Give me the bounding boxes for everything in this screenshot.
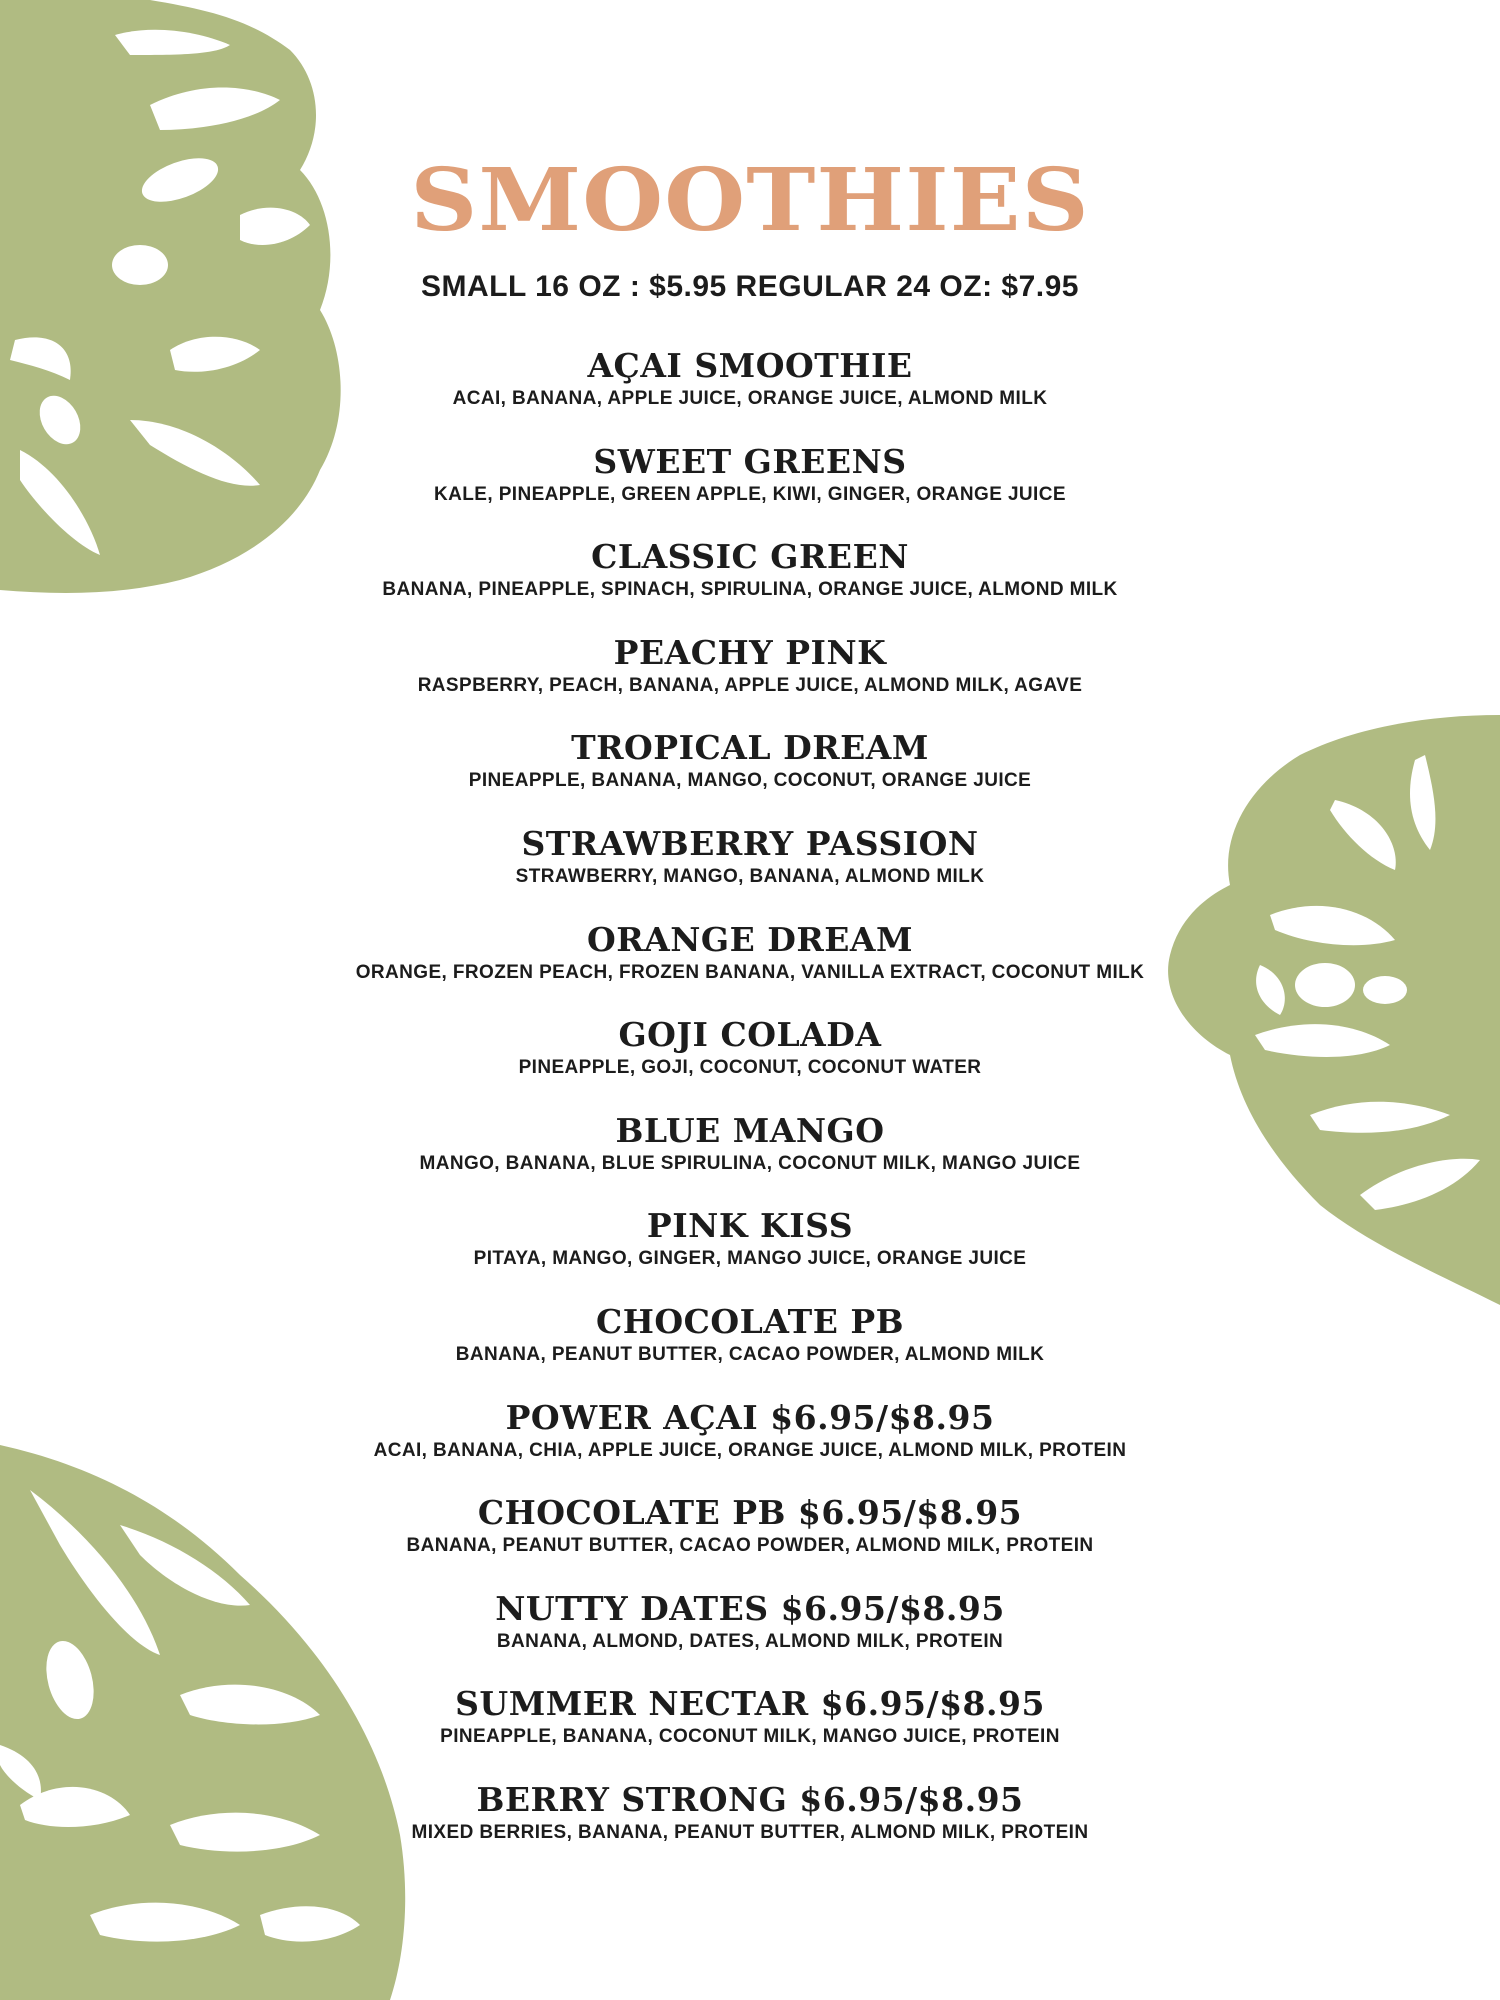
menu-item bbox=[0, 1493, 1500, 1559]
menu-item-ingredients: BANANA, PEANUT BUTTER, CACAO POWDER, ALMOND MILK bbox=[455, 1344, 1045, 1365]
menu-item-ingredients: BANANA, ALMOND, DATES, ALMOND MILK, PROTEIN bbox=[496, 1630, 1004, 1652]
menu-item-ingredients: ORANGE, FROZEN PEACH, FROZEN BANANA, VANILLA EXTRACT, COCONUT MILK bbox=[355, 961, 1145, 983]
menu-item bbox=[0, 920, 1500, 986]
menu-item-ingredients: ACAI, BANANA, CHIA, APPLE JUICE, ORANGE JUICE, ALMOND MILK, PROTEIN bbox=[373, 1439, 1127, 1461]
menu-item-ingredients: PINEAPPLE, BANANA, MANGO, COCONUT, ORANGE JUICE bbox=[468, 770, 1032, 792]
menu-item bbox=[0, 1206, 1500, 1272]
menu-item bbox=[0, 1302, 1500, 1368]
menu-item-name: BERRY STRONG $6.95/$8.95 bbox=[476, 1780, 1024, 1819]
menu-item bbox=[0, 633, 1500, 699]
menu-item bbox=[0, 1589, 1500, 1655]
menu-title: SMOOTHIES bbox=[410, 150, 1090, 251]
menu-item bbox=[0, 442, 1500, 508]
menu-item-ingredients: STRAWBERRY, MANGO, BANANA, ALMOND MILK bbox=[515, 866, 985, 887]
menu-item-ingredients: MANGO, BANANA, BLUE SPIRULINA, COCONUT MILK, MANGO JUICE bbox=[419, 1152, 1081, 1174]
menu-item-name: CLASSIC GREEN bbox=[591, 537, 909, 577]
menu-item-name: CHOCOLATE PB $6.95/$8.95 bbox=[477, 1493, 1023, 1533]
menu-item-name: SWEET GREENS bbox=[593, 441, 907, 481]
menu-item bbox=[0, 824, 1500, 890]
menu-item-name: POWER AÇAI $6.95/$8.95 bbox=[505, 1397, 995, 1437]
menu-item bbox=[0, 1015, 1500, 1081]
menu-item bbox=[0, 346, 1500, 412]
menu-item bbox=[0, 537, 1500, 603]
menu-item-name: CHOCOLATE PB bbox=[595, 1302, 905, 1341]
menu-item bbox=[0, 1111, 1500, 1177]
menu-item-name: PEACHY PINK bbox=[613, 632, 887, 672]
menu-item-name: AÇAI SMOOTHIE bbox=[587, 346, 913, 385]
menu-item-name: SUMMER NECTAR $6.95/$8.95 bbox=[455, 1684, 1045, 1724]
menu-item-ingredients: KALE, PINEAPPLE, GREEN APPLE, KIWI, GINGER, ORANGE JUICE bbox=[434, 483, 1066, 505]
menu-item-ingredients: BANANA, PEANUT BUTTER, CACAO POWDER, ALMOND MILK, PROTEIN bbox=[406, 1535, 1094, 1557]
menu-item-ingredients: ACAI, BANANA, APPLE JUICE, ORANGE JUICE, ALMOND MILK bbox=[452, 388, 1048, 409]
menu-item-ingredients: PINEAPPLE, BANANA, COCONUT MILK, MANGO JUICE, PROTEIN bbox=[440, 1726, 1060, 1748]
menu-item-name: STRAWBERRY PASSION bbox=[521, 824, 979, 863]
menu-item-name: ORANGE DREAM bbox=[586, 919, 914, 959]
menu-item-ingredients: MIXED BERRIES, BANANA, PEANUT BUTTER, ALMOND MILK, PROTEIN bbox=[411, 1822, 1089, 1843]
menu-item bbox=[0, 1684, 1500, 1750]
menu-item bbox=[0, 728, 1500, 794]
menu-item bbox=[0, 1780, 1500, 1846]
menu-item-name: BLUE MANGO bbox=[615, 1110, 885, 1150]
menu-item-name: PINK KISS bbox=[646, 1206, 854, 1246]
menu-item bbox=[0, 1398, 1500, 1464]
menu-item-ingredients: RASPBERRY, PEACH, BANANA, APPLE JUICE, ALMOND MILK, AGAVE bbox=[417, 674, 1083, 696]
menu-item-name: NUTTY DATES $6.95/$8.95 bbox=[495, 1588, 1005, 1628]
menu-item-ingredients: PITAYA, MANGO, GINGER, MANGO JUICE, ORANGE JUICE bbox=[473, 1248, 1027, 1270]
size-pricing: SMALL 16 OZ : $5.95 REGULAR 24 OZ: $7.95 bbox=[421, 270, 1079, 303]
menu-item-ingredients: PINEAPPLE, GOJI, COCONUT, COCONUT WATER bbox=[518, 1057, 982, 1079]
menu-item-name: GOJI COLADA bbox=[618, 1015, 882, 1055]
menu-item-name: TROPICAL DREAM bbox=[571, 728, 929, 768]
menu-item-ingredients: BANANA, PINEAPPLE, SPINACH, SPIRULINA, ORANGE JUICE, ALMOND MILK bbox=[382, 579, 1118, 601]
